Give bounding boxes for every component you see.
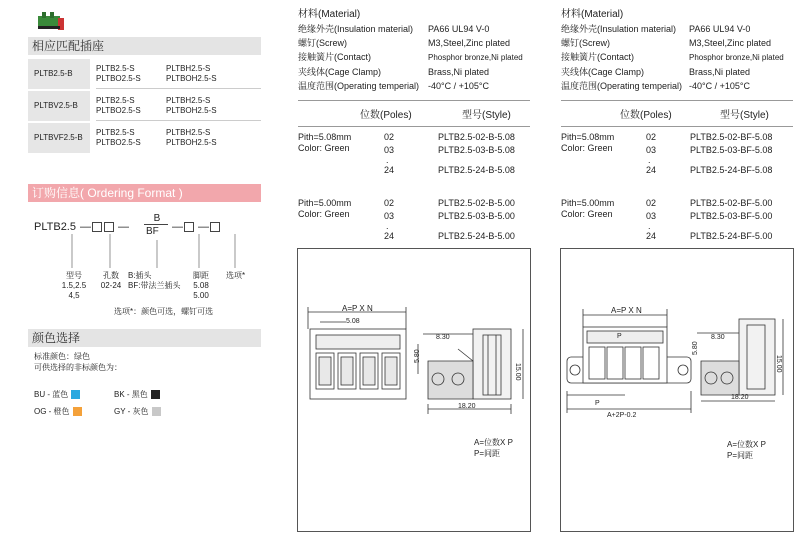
ordering-col-pitch-val: 5.08 — [193, 281, 209, 290]
ordering-col-holes-val: 02-24 — [100, 281, 122, 290]
dim-width: 8.30 — [711, 334, 725, 341]
poles-value: 03 — [384, 211, 395, 221]
color-swatch — [71, 390, 80, 399]
spec-value: PA66 UL94 V-0 — [428, 24, 490, 34]
matching-part: PLTBOH2.5-S — [166, 74, 217, 83]
ordering-leader-lines — [60, 234, 250, 274]
ordering-col-pitch-val: 5.00 — [193, 291, 209, 300]
poles-value: 03 — [384, 145, 395, 155]
style-value: PLTB2.5-03-BF-5.00 — [690, 211, 773, 221]
style-value: PLTB2.5-24-B-5.08 — [438, 165, 515, 175]
color-selection-title: 颜色选择 — [28, 329, 261, 347]
matching-socket-title: 相应匹配插座 — [28, 37, 261, 55]
matching-part: PLTB2.5-S — [96, 64, 135, 73]
dim-a: A=P X N — [342, 304, 373, 313]
color-label: Color: Green — [298, 143, 350, 153]
ordering-b-top: B — [153, 213, 161, 224]
poles-value: 03 — [646, 145, 657, 155]
pitch-label: Pith=5.08mm — [561, 132, 615, 142]
ellipsis-dot: . — [648, 155, 651, 165]
matching-row-label: PLTBV2.5-B — [28, 91, 90, 121]
color-option-label: BK - 黑色 — [114, 390, 148, 399]
matching-row — [28, 123, 261, 154]
ordering-col-holes: 孔数 — [103, 271, 119, 280]
spec-key: 接触簧片(Contact) — [298, 52, 372, 62]
dim-a: A=P X N — [611, 306, 642, 315]
ordering-col-model: 型号 — [66, 271, 82, 280]
ellipsis-dot: . — [386, 155, 389, 165]
matching-part: PLTBO2.5-S — [96, 74, 141, 83]
technical-drawing-bf — [560, 248, 794, 532]
style-value: PLTB2.5-02-B-5.00 — [438, 198, 515, 208]
matching-part: PLTBH2.5-S — [166, 96, 211, 105]
matching-part: PLTBO2.5-S — [96, 138, 141, 147]
poles-value: 24 — [646, 231, 657, 241]
ordering-code-boxes: — — — [80, 221, 130, 233]
legend-p: P=间距 — [474, 449, 501, 458]
ordering-note: 选项*：颜色可选，螺钉可选 — [114, 307, 214, 316]
ordering-col-type: B:插头 — [128, 271, 152, 280]
matching-row — [28, 91, 261, 122]
style-value: PLTB2.5-24-BF-5.08 — [690, 165, 773, 175]
spec-block-middle — [298, 8, 530, 93]
spec-value: M3,Steel,Zinc plated — [689, 38, 772, 48]
color-swatch — [152, 407, 161, 416]
matching-part: PLTB2.5-S — [96, 96, 135, 105]
spec-block-right — [561, 8, 793, 93]
legend-p: P=间距 — [727, 451, 754, 460]
spec-value: Phosphor bronze,Ni plated — [428, 53, 523, 62]
matching-part: PLTBOH2.5-S — [166, 138, 217, 147]
ellipsis-dot: . — [648, 221, 651, 231]
color-option — [34, 390, 80, 400]
dim-height-total: 15.00 — [775, 355, 782, 373]
style-header: 型号(Style) — [720, 110, 769, 121]
color-option-label: OG - 橙色 — [34, 407, 70, 416]
matching-part: PLTBOH2.5-S — [166, 106, 217, 115]
style-value: PLTB2.5-02-BF-5.08 — [690, 132, 773, 142]
poles-value: 02 — [646, 132, 657, 142]
poles-value: 02 — [384, 132, 395, 142]
spec-heading: 材料(Material) — [298, 9, 361, 20]
ellipsis-dot: . — [386, 221, 389, 231]
color-option-label: GY - 灰色 — [114, 407, 149, 416]
color-standard: 标准颜色：绿色 — [34, 352, 90, 361]
ordering-col-type-val: BF:带法兰插头 — [128, 281, 181, 290]
dim-pitch: P — [617, 333, 622, 340]
spec-value: Brass,Ni plated — [428, 67, 490, 77]
spec-key: 温度范围(Operating temperial) — [298, 81, 420, 91]
matching-part: PLTBH2.5-S — [166, 128, 211, 137]
poles-value: 02 — [646, 198, 657, 208]
ordering-b-bottom: BF — [146, 226, 159, 237]
matching-row-label: PLTBVF2.5-B — [28, 123, 90, 153]
dim-flange-pitch: P — [595, 400, 600, 407]
matching-part: PLTBH2.5-S — [166, 64, 211, 73]
ordering-col-option: 选项* — [226, 271, 246, 280]
spec-value: Brass,Ni plated — [689, 67, 751, 77]
spec-key: 夹线体(Cage Clamp) — [561, 67, 645, 77]
style-value: PLTB2.5-24-B-5.00 — [438, 231, 515, 241]
dim-height: 5.80 — [414, 349, 421, 363]
color-option — [114, 390, 160, 400]
color-label: Color: Green — [561, 209, 613, 219]
spec-value: PA66 UL94 V-0 — [689, 24, 751, 34]
color-optional: 可供选择的非标颜色为： — [34, 363, 122, 372]
spec-key: 螺钉(Screw) — [561, 38, 610, 48]
dim-a2: A+2P-0.2 — [607, 412, 637, 419]
connector-flange-dimension-drawing — [561, 249, 793, 531]
legend-a: A=位数X P — [727, 440, 766, 449]
spec-heading: 材料(Material) — [561, 9, 624, 20]
style-header: 型号(Style) — [462, 110, 511, 121]
style-value: PLTB2.5-02-BF-5.00 — [690, 198, 773, 208]
dim-height-total: 15.00 — [514, 363, 521, 381]
pitch-label: Pith=5.08mm — [298, 132, 352, 142]
poles-value: 24 — [646, 165, 657, 175]
spec-key: 夹线体(Cage Clamp) — [298, 67, 382, 77]
color-swatch — [151, 390, 160, 399]
legend-a: A=位数X P — [474, 438, 513, 447]
spec-value: Phosphor bronze,Ni plated — [689, 53, 784, 62]
spec-value: M3,Steel,Zinc plated — [428, 38, 511, 48]
dim-height: 5.80 — [692, 341, 699, 355]
connector-thumbnail-icon — [36, 10, 66, 32]
spec-key: 螺钉(Screw) — [298, 38, 347, 48]
dim-base: 18.20 — [731, 394, 749, 401]
poles-value: 24 — [384, 165, 395, 175]
ordering-col-model-val: 4,5 — [68, 291, 80, 300]
spec-key: 接触簧片(Contact) — [561, 52, 635, 62]
dim-base: 18.20 — [458, 403, 476, 410]
technical-drawing-b — [297, 248, 531, 532]
ordering-col-model-val: 1.5,2.5 — [61, 281, 87, 290]
color-option — [34, 407, 82, 417]
style-value: PLTB2.5-24-BF-5.00 — [690, 231, 773, 241]
color-option-label: BU - 蓝色 — [34, 390, 69, 399]
spec-key: 绝缘外壳(Insulation material) — [298, 24, 414, 34]
matching-row — [28, 59, 261, 90]
pitch-label: Pith=5.00mm — [561, 198, 615, 208]
ordering-format-title: 订购信息( Ordering Format ) — [28, 184, 261, 202]
dim-width: 8.30 — [436, 334, 450, 341]
ordering-prefix: PLTB2.5 — [34, 221, 76, 233]
matching-row-label: PLTB2.5-B — [28, 59, 90, 89]
color-label: Color: Green — [298, 209, 350, 219]
spec-value: -40°C / +105°C — [428, 81, 489, 91]
matching-part: PLTBO2.5-S — [96, 106, 141, 115]
poles-value: 02 — [384, 198, 395, 208]
spec-key: 绝缘外壳(Insulation material) — [561, 24, 677, 34]
style-value: PLTB2.5-02-B-5.08 — [438, 132, 515, 142]
color-swatch — [73, 407, 82, 416]
spec-key: 温度范围(Operating temperial) — [561, 81, 683, 91]
style-value: PLTB2.5-03-BF-5.08 — [690, 145, 773, 155]
poles-value: 03 — [646, 211, 657, 221]
color-label: Color: Green — [561, 143, 613, 153]
ordering-col-pitch: 脚距 — [193, 271, 209, 280]
poles-value: 24 — [384, 231, 395, 241]
spec-value: -40°C / +105°C — [689, 81, 750, 91]
poles-header: 位数(Poles) — [620, 110, 672, 121]
style-value: PLTB2.5-03-B-5.08 — [438, 145, 515, 155]
style-value: PLTB2.5-03-B-5.00 — [438, 211, 515, 221]
connector-dimension-drawing — [298, 249, 530, 531]
poles-header: 位数(Poles) — [360, 110, 412, 121]
color-option — [114, 407, 161, 417]
pitch-label: Pith=5.00mm — [298, 198, 352, 208]
matching-part: PLTB2.5-S — [96, 128, 135, 137]
dim-pitch: 5.08 — [346, 318, 360, 325]
